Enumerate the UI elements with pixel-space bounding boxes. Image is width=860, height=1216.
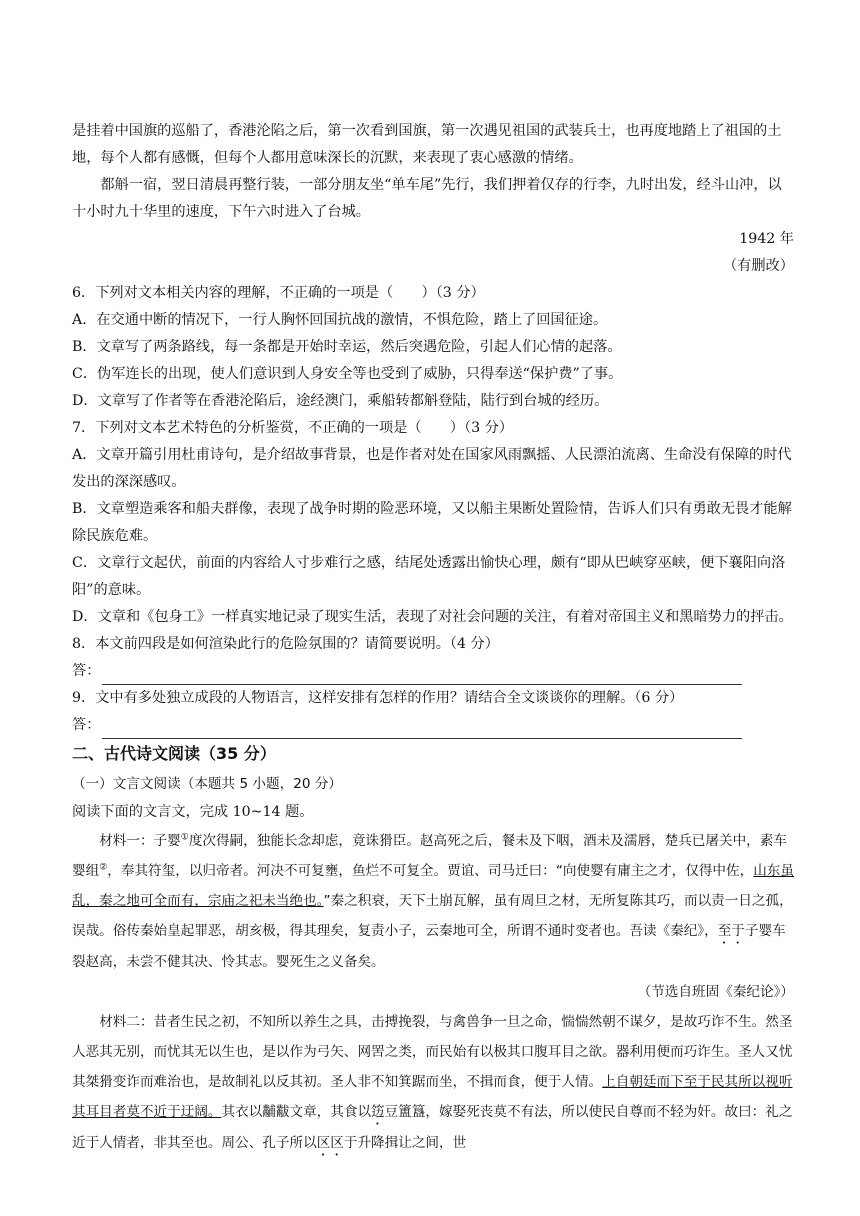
- text-run: 其衣以黼黻文章，其食以: [221, 1104, 372, 1120]
- question-stem: 7．下列对文本艺术特色的分析鉴赏，不正确的一项是（ ）（3 分）: [72, 420, 514, 436]
- answer-label: 答：: [72, 717, 101, 733]
- option-b: B．文章塑造乘客和船夫群像，表现了战争时期的险恶环境，又以船主果断处置险情，告诉人们只有勇敢无畏才能解除民族危难。: [72, 501, 792, 544]
- text-run: 材料一：子婴: [99, 833, 181, 849]
- question-8: [72, 631, 794, 685]
- text-run: ”秦之积衰，天下土崩瓦解，虽有周旦之材，无所复陈其巧，而以责一日之孤，误哉。俗传秦始皇起罪恶，胡亥极，得其理矣，复责小子，云秦地可全，所谓不通时变者也。吾读《秦纪》，: [72, 893, 793, 939]
- document-page: [72, 118, 794, 1159]
- underlined-sentence: 上自朝廷而下至于民其所以视听其耳目者莫不近于迂阔。: [72, 1074, 793, 1120]
- section-heading: 二、古代诗文阅读（35 分）: [72, 744, 276, 763]
- question-6: [72, 280, 794, 415]
- dotted-term: 至于: [717, 923, 745, 939]
- text-run: 豆簠簋，嫁娶死丧莫不有法，所以使民自尊而不轻为奸。故曰：礼之近于人情者，非其至也。周公、孔子所以: [72, 1104, 793, 1151]
- text-run: ，奉其符玺，以归帝者。河决不可复壅，鱼烂不可复全。贾谊、司马迁曰：“向使婴有庸主之才，仅得中佐，: [107, 863, 754, 879]
- material-one-source: （节选自班固《秦纪论》）: [637, 984, 794, 1000]
- footnote-marker: ①: [180, 832, 189, 843]
- subsection-heading: （一）文言文阅读（本题共 5 小题，20 分）: [72, 776, 343, 792]
- text-run: 材料二：昔者生民之初，不知所以养生之具，击搏挽裂，与禽兽争一旦之命，惴惴然朝不谋夕，是故巧诈不生。然圣人恶其无别，而忧其无以生也，是以作为弓矢、网罟之类，而民始有以极其口腹耳目之欲。器利用便而巧诈生。圣人又忧其桀猾变诈而难治也，是故制礼以反其初。圣人非不知箕踞而坐，不揖而食，便于人情。: [72, 1014, 793, 1090]
- question-9: [72, 685, 794, 739]
- answer-label: 答：: [72, 663, 101, 679]
- dotted-term: 区区: [316, 1135, 344, 1151]
- option-c: C．伪军连长的出现，使人们意识到人身安全等也受到了威胁，只得奉送“保护费”了事。: [72, 366, 623, 382]
- answer-line[interactable]: [102, 720, 742, 739]
- reading-instruction: 阅读下面的文言文，完成 10~14 题。: [72, 804, 314, 820]
- option-c: C．文章行文起伏，前面的内容给人寸步难行之感，结尾处透露出愉快心理，颇有“即从巴峡穿巫峡，便下襄阳向洛阳”的意味。: [72, 555, 786, 598]
- question-stem: 8．本文前四段是如何渲染此行的危险氛围的？请简要说明。（4 分）: [72, 636, 499, 652]
- material-one: [72, 826, 794, 977]
- essay-revision-note: （有删改）: [723, 258, 794, 274]
- essay-paragraph: 都斛一宿，翌日清晨再整行装，一部分朋友坐“单车尾”先行，我们押着仅存的行李，九时出发，经斗山冲，以十小时九十华里的速度，下午六时进入了台城。: [72, 177, 782, 220]
- question-stem: 9．文中有多处独立成段的人物语言，这样安排有怎样的作用？请结合全文谈谈你的理解。（6 分）: [72, 690, 684, 706]
- option-a: A．文章开篇引用杜甫诗句，是介绍故事背景，也是作者对处在国家风雨飘摇、人民漂泊流离、生命没有保障的时代发出的深深感叹。: [72, 447, 792, 490]
- option-d: D．文章和《包身工》一样真实地记录了现实生活，表现了对社会问题的关注，有着对帝国主义和黑暗势力的抨击。: [72, 609, 793, 625]
- answer-line[interactable]: [102, 666, 742, 685]
- option-a: A．在交通中断的情况下，一行人胸怀回国抗战的激情，不惧危险，踏上了回国征途。: [72, 312, 608, 328]
- underlined-sentence: 山东虽乱，秦之地可全而有，宗庙之祀未当绝也。: [72, 863, 794, 909]
- option-b: B．文章写了两条路线，每一条都是开始时幸运，然后突遇危险，引起人们心情的起落。: [72, 339, 622, 355]
- text-run: 子婴车裂赵高，未尝不健其决、怜其志。婴死生之义备矣。: [72, 923, 786, 970]
- footnote-marker: ②: [99, 862, 108, 873]
- option-d: D．文章写了作者等在香港沦陷后，途经澳门，乘船转都斛登陆，陆行到台城的经历。: [72, 393, 609, 409]
- question-7: [72, 415, 794, 631]
- essay-year: 1942 年: [739, 231, 794, 247]
- dotted-term: 笾: [371, 1104, 385, 1120]
- question-stem: 6．下列对文本相关内容的理解，不正确的一项是（ ）（3 分）: [72, 285, 485, 301]
- essay-paragraph: 是挂着中国旗的巡船了，香港沦陷之后，第一次看到国旗，第一次遇见祖国的武装兵士，也再度地踏上了祖国的土地，每个人都有感慨，但每个人都用意味深长的沉默，来表现了衷心感激的情绪。: [72, 123, 782, 166]
- material-two: [72, 1007, 794, 1159]
- answer-area: [72, 658, 794, 685]
- text-run: 度次得嗣，独能长念却虑，竟诛猾臣。赵高死之后，餐未及下咽，酒未及濡唇，楚兵已屠关中，素车婴组: [72, 833, 787, 879]
- text-run: 于升降揖让之间，世: [343, 1135, 467, 1151]
- answer-area: [72, 712, 794, 739]
